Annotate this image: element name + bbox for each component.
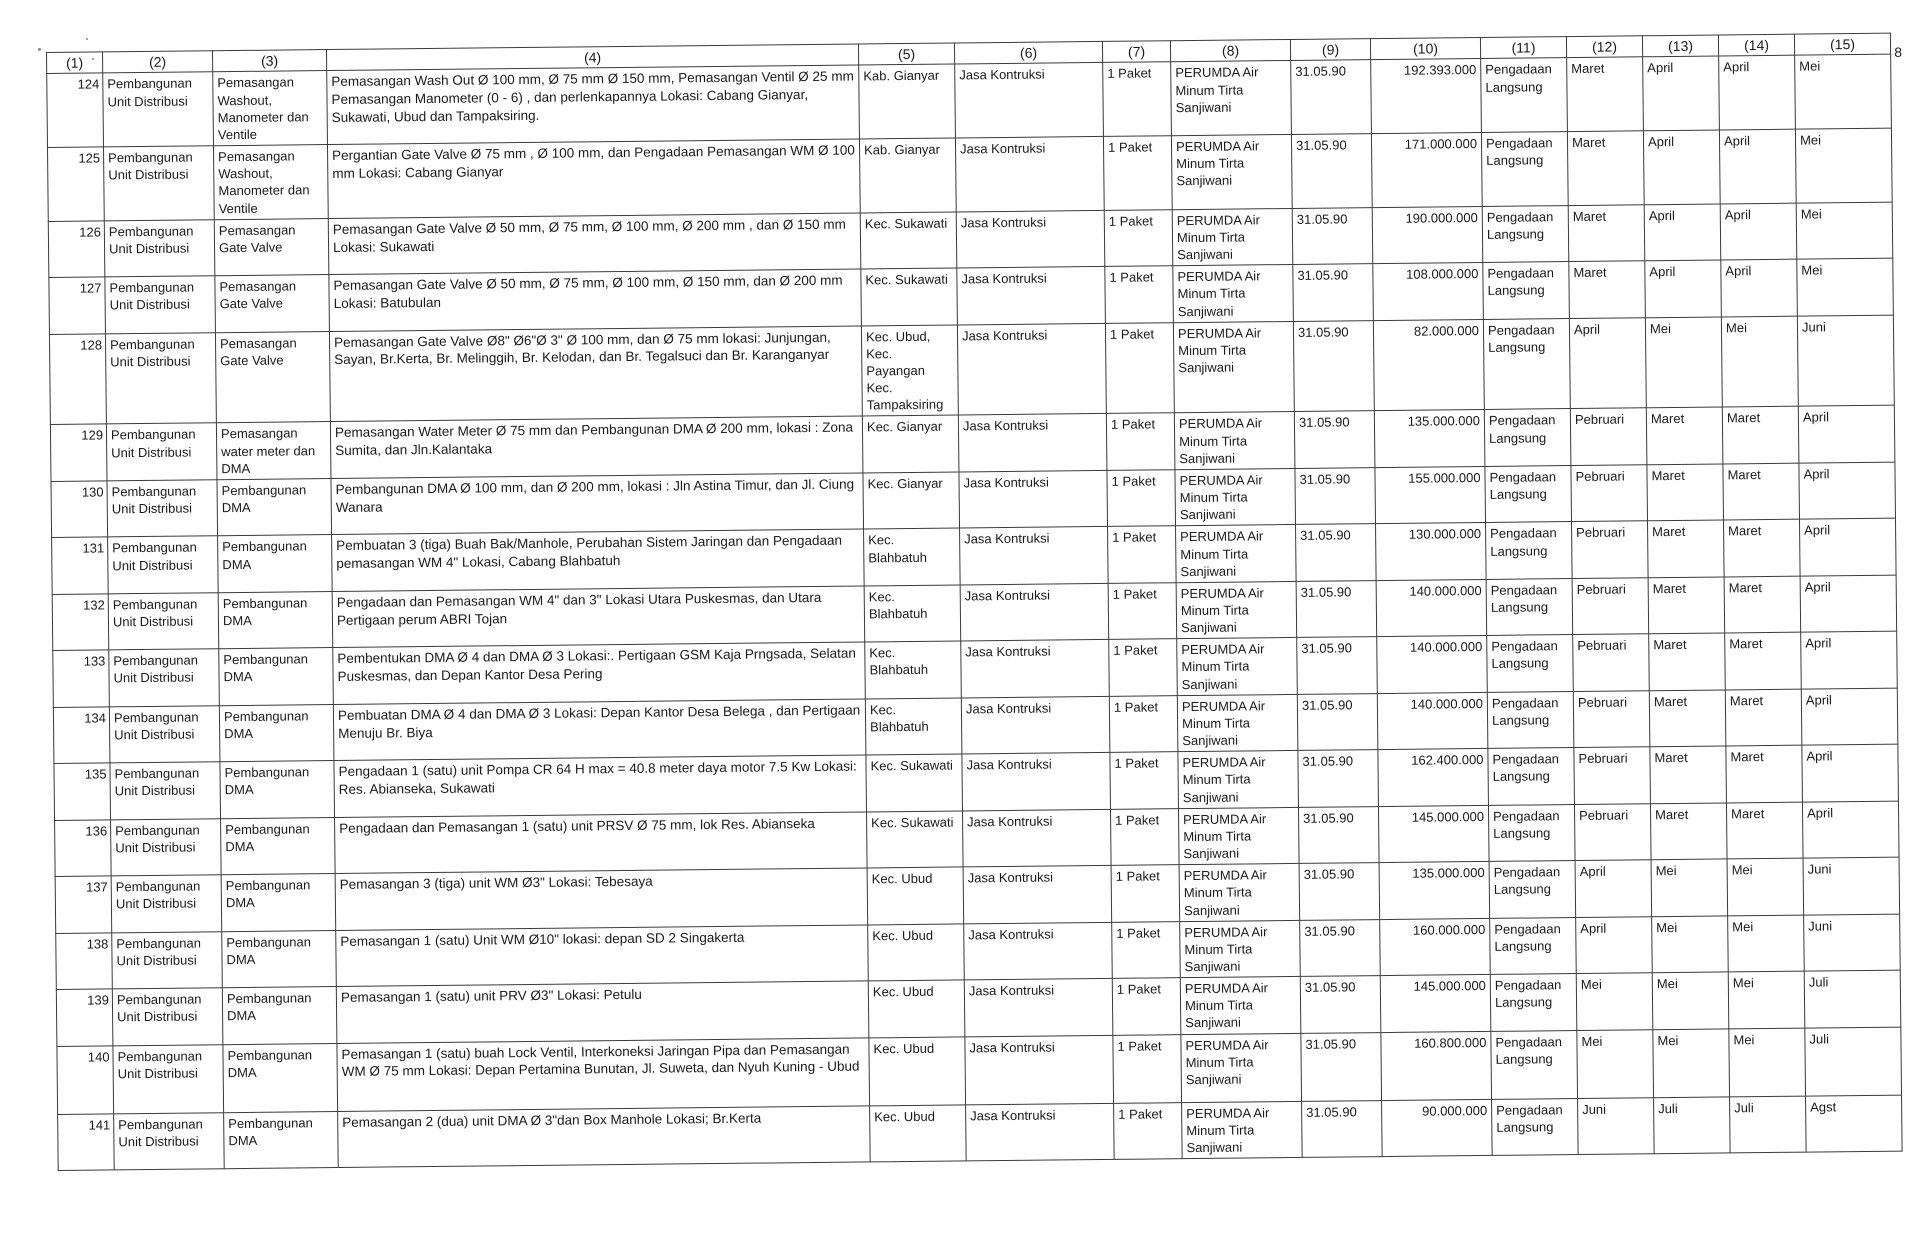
procurement-type-cell: Jasa Kontruksi bbox=[962, 809, 1111, 867]
description-cell: Pemasangan 1 (satu) buah Lock Ventil, Interkoneksi Jaringan Pipa dan Pemasangan WM Ø 75 mm Lokasi: Depan Pertamina Bunutan, Jl. Suweta, dan Nyuh Kuning - Ubud bbox=[337, 1038, 870, 1112]
fund-source-cell: PERUMDA Air Minum Tirta Sanjiwani bbox=[1182, 1101, 1303, 1159]
schedule-cell: Maret bbox=[1726, 745, 1803, 802]
schedule-cell: Maret bbox=[1567, 57, 1644, 131]
schedule-cell: Pebruari bbox=[1573, 634, 1650, 691]
location-cell: Kec. Ubud bbox=[870, 1105, 967, 1162]
row-number: 135 bbox=[54, 763, 111, 820]
column-header: (7) bbox=[1102, 41, 1170, 63]
activity-cell: Pembangunan DMA bbox=[222, 987, 337, 1045]
description-cell: Pengadaan dan Pemasangan WM 4" dan 3" Lokasi Utara Puskesmas, dan Utara Pertigaan perum ABRI Tojan bbox=[332, 586, 865, 648]
volume-cell: 1 Paket bbox=[1105, 266, 1174, 323]
activity-cell: Pemasangan water meter dan DMA bbox=[216, 422, 331, 480]
activity-cell: Pembangunan DMA bbox=[221, 874, 336, 932]
method-cell: Pengadaan Langsung bbox=[1486, 522, 1573, 579]
row-number: 136 bbox=[55, 820, 112, 877]
schedule-cell: Pebruari bbox=[1571, 465, 1648, 522]
method-cell: Pengadaan Langsung bbox=[1487, 691, 1574, 748]
row-number: 131 bbox=[52, 537, 109, 594]
schedule-cell: Juni bbox=[1803, 857, 1900, 914]
column-header: (10) bbox=[1370, 37, 1480, 60]
scan-speck bbox=[86, 38, 88, 40]
method-cell: Pengadaan Langsung bbox=[1481, 58, 1568, 133]
schedule-cell: Pebruari bbox=[1574, 803, 1651, 860]
schedule-cell: April bbox=[1800, 575, 1897, 632]
schedule-cell: April bbox=[1644, 204, 1721, 261]
procurement-type-cell: Jasa Kontruksi bbox=[961, 696, 1110, 754]
schedule-cell: Pebruari bbox=[1572, 521, 1649, 578]
row-number: 139 bbox=[56, 989, 113, 1046]
method-cell: Pengadaan Langsung bbox=[1490, 917, 1577, 974]
amount-cell: 171.000.000 bbox=[1371, 133, 1482, 208]
schedule-cell: Mei bbox=[1652, 916, 1729, 973]
procurement-type-cell: Jasa Kontruksi bbox=[963, 866, 1112, 924]
column-header: (13) bbox=[1642, 35, 1718, 57]
schedule-cell: Pebruari bbox=[1570, 408, 1647, 465]
program-cell: Pembangunan Unit Distribusi bbox=[112, 988, 223, 1046]
procurement-type-cell: Jasa Kontruksi bbox=[956, 210, 1105, 268]
schedule-cell: Mei bbox=[1795, 128, 1892, 203]
account-code-cell: 31.05.90 bbox=[1298, 750, 1379, 807]
program-cell: Pembangunan Unit Distribusi bbox=[103, 72, 214, 147]
activity-cell: Pembangunan DMA bbox=[221, 817, 336, 875]
procurement-type-cell: Jasa Kontruksi bbox=[966, 1103, 1115, 1161]
amount-cell: 140.000.000 bbox=[1377, 692, 1488, 750]
schedule-cell: Juli bbox=[1730, 1096, 1807, 1153]
account-code-cell: 31.05.90 bbox=[1298, 806, 1379, 863]
description-cell: Pembuatan 3 (tiga) Buah Bak/Manhole, Perubahan Sistem Jaringan dan Pengadaan pemasangan WM 4" Lokasi, Cabang Blahbatuh bbox=[332, 529, 865, 591]
row-number: 133 bbox=[53, 650, 110, 707]
fund-source-cell: PERUMDA Air Minum Tirta Sanjiwani bbox=[1178, 751, 1299, 809]
amount-cell: 145.000.000 bbox=[1378, 805, 1489, 863]
schedule-cell: Mei bbox=[1728, 971, 1805, 1028]
account-code-cell: 31.05.90 bbox=[1302, 1100, 1383, 1157]
amount-cell: 162.400.000 bbox=[1378, 749, 1489, 807]
description-cell: Pemasangan Water Meter Ø 75 mm dan Pembangunan DMA Ø 200 mm, lokasi : Zona Sumita, dan Jln.Kalantaka bbox=[330, 416, 863, 478]
volume-cell: 1 Paket bbox=[1109, 639, 1178, 696]
activity-cell: Pembangunan DMA bbox=[217, 478, 332, 536]
method-cell: Pengadaan Langsung bbox=[1484, 409, 1571, 466]
description-cell: Pemasangan Gate Valve Ø 50 mm, Ø 75 mm, Ø 100 mm, Ø 200 mm , dan Ø 150 mm Lokasi: Sukawati bbox=[328, 213, 861, 275]
amount-cell: 90.000.000 bbox=[1382, 1099, 1493, 1157]
schedule-cell: Agst bbox=[1806, 1095, 1903, 1152]
schedule-cell: Mei bbox=[1721, 316, 1798, 408]
program-cell: Pembangunan Unit Distribusi bbox=[110, 762, 221, 820]
method-cell: Pengadaan Langsung bbox=[1481, 132, 1568, 207]
row-number: 130 bbox=[51, 481, 108, 538]
method-cell: Pengadaan Langsung bbox=[1488, 804, 1575, 861]
procurement-type-cell: Jasa Kontruksi bbox=[955, 63, 1104, 138]
activity-cell: Pembangunan DMA bbox=[219, 704, 334, 762]
activity-cell: Pemasangan Gate Valve bbox=[214, 218, 329, 276]
procurement-type-cell: Jasa Kontruksi bbox=[962, 753, 1111, 811]
column-header: (4) bbox=[326, 44, 858, 71]
row-number: 126 bbox=[48, 221, 105, 278]
program-cell: Pembangunan Unit Distribusi bbox=[106, 423, 217, 481]
account-code-cell: 31.05.90 bbox=[1291, 134, 1372, 208]
program-cell: Pembangunan Unit Distribusi bbox=[113, 1044, 224, 1113]
amount-cell: 135.000.000 bbox=[1374, 410, 1485, 468]
column-header: (12) bbox=[1566, 36, 1642, 58]
volume-cell: 1 Paket bbox=[1106, 413, 1175, 470]
schedule-cell: April bbox=[1569, 317, 1646, 409]
account-code-cell: 31.05.90 bbox=[1297, 637, 1378, 694]
schedule-cell: Pebruari bbox=[1573, 691, 1650, 748]
description-cell: Pembangunan DMA Ø 100 mm, dan Ø 200 mm, lokasi : Jln Astina Timur, dan Jl. Ciung Wanara bbox=[331, 473, 864, 535]
schedule-cell: April bbox=[1575, 860, 1652, 917]
program-cell: Pembangunan Unit Distribusi bbox=[105, 332, 216, 424]
schedule-cell: Mei bbox=[1728, 915, 1805, 972]
amount-cell: 130.000.000 bbox=[1376, 523, 1487, 581]
volume-cell: 1 Paket bbox=[1105, 322, 1174, 413]
fund-source-cell: PERUMDA Air Minum Tirta Sanjiwani bbox=[1177, 694, 1298, 752]
schedule-cell: April bbox=[1645, 260, 1722, 317]
amount-cell: 160.000.000 bbox=[1380, 918, 1491, 976]
description-cell: Pergantian Gate Valve Ø 75 mm , Ø 100 mm, dan Pengadaan Pemasangan WM Ø 100 mm Lokasi: Cabang Gianyar bbox=[327, 139, 860, 218]
location-cell: Kec. Ubud bbox=[867, 867, 964, 924]
schedule-cell: Mei bbox=[1727, 858, 1804, 915]
fund-source-cell: PERUMDA Air Minum Tirta Sanjiwani bbox=[1175, 468, 1296, 526]
row-number: 140 bbox=[57, 1045, 114, 1114]
schedule-cell: April bbox=[1802, 801, 1899, 858]
location-cell: Kec. Ubud bbox=[868, 980, 965, 1037]
activity-cell: Pemasangan Gate Valve bbox=[215, 275, 330, 333]
program-cell: Pembangunan Unit Distribusi bbox=[114, 1112, 225, 1170]
activity-cell: Pemasangan Gate Valve bbox=[215, 331, 330, 423]
account-code-cell: 31.05.90 bbox=[1300, 976, 1381, 1033]
schedule-cell: Mei bbox=[1797, 258, 1894, 315]
amount-cell: 160.800.000 bbox=[1381, 1031, 1492, 1100]
method-cell: Pengadaan Langsung bbox=[1489, 861, 1576, 918]
schedule-cell: Maret bbox=[1649, 633, 1726, 690]
schedule-cell: April bbox=[1643, 56, 1720, 130]
location-cell: Kec. Ubud, Kec. Payangan Kec. Tampaksiring bbox=[861, 325, 958, 417]
activity-cell: Pembangunan DMA bbox=[223, 1043, 338, 1112]
schedule-cell: Pebruari bbox=[1572, 578, 1649, 635]
fund-source-cell: PERUMDA Air Minum Tirta Sanjiwani bbox=[1174, 412, 1295, 470]
schedule-cell: Maret bbox=[1650, 746, 1727, 803]
volume-cell: 1 Paket bbox=[1114, 1102, 1183, 1159]
program-cell: Pembangunan Unit Distribusi bbox=[107, 480, 218, 538]
method-cell: Pengadaan Langsung bbox=[1492, 1098, 1579, 1155]
program-cell: Pembangunan Unit Distribusi bbox=[109, 706, 220, 764]
description-cell: Pengadaan dan Pemasangan 1 (satu) unit PRSV Ø 75 mm, lok Res. Abianseka bbox=[335, 812, 868, 874]
schedule-cell: Mei bbox=[1577, 1029, 1654, 1098]
procurement-type-cell: Jasa Kontruksi bbox=[964, 979, 1113, 1037]
row-number: 134 bbox=[53, 707, 110, 764]
volume-cell: 1 Paket bbox=[1111, 865, 1180, 922]
schedule-cell: Maret bbox=[1723, 463, 1800, 520]
activity-cell: Pembangunan DMA bbox=[219, 648, 334, 706]
schedule-cell: April bbox=[1798, 406, 1895, 463]
schedule-cell: April bbox=[1799, 519, 1896, 576]
description-cell: Pemasangan 2 (dua) unit DMA Ø 3"dan Box Manhole Lokasi; Br.Kerta bbox=[338, 1106, 871, 1168]
schedule-cell: Mei bbox=[1795, 55, 1892, 130]
schedule-cell: April bbox=[1799, 462, 1896, 519]
column-header: (2) bbox=[103, 51, 213, 74]
procurement-type-cell: Jasa Kontruksi bbox=[961, 640, 1110, 698]
location-cell: Kec. Sukawati bbox=[860, 212, 957, 269]
account-code-cell: 31.05.90 bbox=[1299, 863, 1380, 920]
schedule-cell: Juli bbox=[1804, 970, 1901, 1027]
activity-cell: Pembangunan DMA bbox=[218, 535, 333, 593]
description-cell: Pembuatan DMA Ø 4 dan DMA Ø 3 Lokasi: Depan Kantor Desa Belega , dan Pertigaan Menuju Br. Biya bbox=[333, 699, 866, 761]
column-header: (5) bbox=[858, 43, 954, 65]
description-cell: Pemasangan 3 (tiga) unit WM Ø3" Lokasi: Tebesaya bbox=[335, 868, 868, 930]
fund-source-cell: PERUMDA Air Minum Tirta Sanjiwani bbox=[1180, 920, 1301, 978]
fund-source-cell: PERUMDA Air Minum Tirta Sanjiwani bbox=[1176, 581, 1297, 639]
schedule-cell: Maret bbox=[1725, 632, 1802, 689]
activity-cell: Pembangunan DMA bbox=[220, 761, 335, 819]
method-cell: Pengadaan Langsung bbox=[1483, 262, 1570, 319]
activity-cell: Pembangunan DMA bbox=[218, 591, 333, 649]
row-number: 124 bbox=[47, 73, 104, 147]
account-code-cell: 31.05.90 bbox=[1300, 919, 1381, 976]
amount-cell: 108.000.000 bbox=[1373, 263, 1484, 321]
account-code-cell: 31.05.90 bbox=[1296, 524, 1377, 581]
activity-cell: Pembangunan DMA bbox=[224, 1111, 339, 1169]
method-cell: Pengadaan Langsung bbox=[1482, 205, 1569, 262]
program-cell: Pembangunan Unit Distribusi bbox=[108, 536, 219, 594]
description-cell: Pemasangan 1 (satu) Unit WM Ø10" lokasi: depan SD 2 Singakerta bbox=[336, 925, 869, 987]
location-cell: Kab. Gianyar bbox=[859, 138, 956, 213]
location-cell: Kec. Gianyar bbox=[862, 415, 959, 472]
procurement-type-cell: Jasa Kontruksi bbox=[960, 527, 1109, 585]
location-cell: Kec. Ubud bbox=[868, 924, 965, 981]
procurement-type-cell: Jasa Kontruksi bbox=[965, 1035, 1114, 1105]
program-cell: Pembangunan Unit Distribusi bbox=[108, 593, 219, 651]
schedule-cell: April bbox=[1801, 631, 1898, 688]
volume-cell: 1 Paket bbox=[1113, 1034, 1182, 1103]
column-header: (15) bbox=[1794, 33, 1890, 55]
column-header: (14) bbox=[1718, 34, 1794, 56]
program-cell: Pembangunan Unit Distribusi bbox=[111, 818, 222, 876]
activity-cell: Pemasangan Washout, Manometer dan Ventile bbox=[213, 145, 328, 220]
fund-source-cell: PERUMDA Air Minum Tirta Sanjiwani bbox=[1181, 1033, 1302, 1102]
row-number: 128 bbox=[49, 334, 106, 425]
volume-cell: 1 Paket bbox=[1104, 209, 1173, 266]
description-cell: Pemasangan Wash Out Ø 100 mm, Ø 75 mm Ø 150 mm, Pemasangan Ventil Ø 25 mm Pemasangan Manometer (0 - 6) , dan perlenkapannya Lokasi: Cabang Gianyar, Sukawati, Ubud dan Tampaksiring. bbox=[327, 65, 860, 144]
activity-cell: Pembangunan DMA bbox=[222, 930, 337, 988]
schedule-cell: Maret bbox=[1569, 261, 1646, 318]
schedule-cell: Maret bbox=[1650, 803, 1727, 860]
location-cell: Kec. Blahbatuh bbox=[865, 698, 962, 755]
schedule-cell: Maret bbox=[1726, 802, 1803, 859]
schedule-cell: Mei bbox=[1653, 1029, 1730, 1098]
method-cell: Pengadaan Langsung bbox=[1486, 578, 1573, 635]
amount-cell: 140.000.000 bbox=[1376, 579, 1487, 637]
procurement-type-cell: Jasa Kontruksi bbox=[960, 583, 1109, 641]
amount-cell: 140.000.000 bbox=[1377, 636, 1488, 694]
row-number: 129 bbox=[50, 424, 107, 481]
procurement-type-cell: Jasa Kontruksi bbox=[957, 323, 1106, 415]
volume-cell: 1 Paket bbox=[1112, 921, 1181, 978]
volume-cell: 1 Paket bbox=[1103, 62, 1172, 136]
method-cell: Pengadaan Langsung bbox=[1491, 1030, 1578, 1099]
volume-cell: 1 Paket bbox=[1107, 470, 1176, 527]
program-cell: Pembangunan Unit Distribusi bbox=[103, 146, 214, 221]
row-number: 127 bbox=[49, 277, 106, 334]
program-cell: Pembangunan Unit Distribusi bbox=[105, 276, 216, 334]
schedule-cell: Mei bbox=[1729, 1028, 1806, 1097]
schedule-cell: Juli bbox=[1805, 1027, 1902, 1096]
row-number: 137 bbox=[55, 876, 112, 933]
schedule-cell: April bbox=[1643, 130, 1720, 204]
method-cell: Pengadaan Langsung bbox=[1487, 635, 1574, 692]
column-header: (9) bbox=[1290, 39, 1370, 61]
activity-cell: Pemasangan Washout, Manometer dan Ventile bbox=[213, 71, 328, 146]
location-cell: Kec. Ubud bbox=[869, 1037, 966, 1106]
column-header: (1) bbox=[47, 52, 103, 74]
volume-cell: 1 Paket bbox=[1108, 583, 1177, 640]
location-cell: Kec. Blahbatuh bbox=[865, 641, 962, 698]
schedule-cell: Maret bbox=[1568, 204, 1645, 261]
account-code-cell: 31.05.90 bbox=[1291, 60, 1372, 134]
fund-source-cell: PERUMDA Air Minum Tirta Sanjiwani bbox=[1172, 208, 1293, 266]
row-number: 132 bbox=[52, 594, 109, 651]
column-header: (8) bbox=[1170, 39, 1290, 62]
location-cell: Kec. Gianyar bbox=[863, 472, 960, 529]
location-cell: Kec. Sukawati bbox=[866, 754, 963, 811]
procurement-type-cell: Jasa Kontruksi bbox=[958, 414, 1107, 472]
description-cell: Pengadaan 1 (satu) unit Pompa CR 64 H max = 40.8 meter daya motor 7.5 Kw Lokasi: Res. Abianseka, Sukawati bbox=[334, 755, 867, 817]
schedule-cell: Juni bbox=[1578, 1097, 1655, 1154]
fund-source-cell: PERUMDA Air Minum Tirta Sanjiwani bbox=[1180, 977, 1301, 1035]
schedule-cell: Maret bbox=[1649, 690, 1726, 747]
column-header: (3) bbox=[212, 50, 326, 73]
account-code-cell: 31.05.90 bbox=[1292, 207, 1373, 264]
amount-cell: 190.000.000 bbox=[1372, 206, 1483, 264]
fund-source-cell: PERUMDA Air Minum Tirta Sanjiwani bbox=[1171, 61, 1292, 136]
amount-cell: 155.000.000 bbox=[1375, 466, 1486, 524]
row-number: 125 bbox=[48, 147, 105, 221]
volume-cell: 1 Paket bbox=[1108, 526, 1177, 583]
schedule-cell: Maret bbox=[1724, 576, 1801, 633]
schedule-cell: Pebruari bbox=[1574, 747, 1651, 804]
fund-source-cell: PERUMDA Air Minum Tirta Sanjiwani bbox=[1179, 864, 1300, 922]
fund-source-cell: PERUMDA Air Minum Tirta Sanjiwani bbox=[1176, 525, 1297, 583]
volume-cell: 1 Paket bbox=[1110, 752, 1179, 809]
amount-cell: 82.000.000 bbox=[1373, 319, 1484, 411]
program-cell: Pembangunan Unit Distribusi bbox=[112, 931, 223, 989]
fund-source-cell: PERUMDA Air Minum Tirta Sanjiwani bbox=[1171, 135, 1292, 210]
column-header: (11) bbox=[1480, 37, 1566, 59]
account-code-cell: 31.05.90 bbox=[1293, 320, 1374, 412]
fund-source-cell: PERUMDA Air Minum Tirta Sanjiwani bbox=[1178, 807, 1299, 865]
method-cell: Pengadaan Langsung bbox=[1483, 318, 1570, 410]
method-cell: Pengadaan Langsung bbox=[1485, 465, 1572, 522]
schedule-cell: Maret bbox=[1648, 520, 1725, 577]
procurement-table bbox=[46, 33, 1903, 1171]
schedule-cell: Maret bbox=[1646, 407, 1723, 464]
procurement-type-cell: Jasa Kontruksi bbox=[964, 922, 1113, 980]
row-number: 138 bbox=[56, 933, 113, 990]
amount-cell: 145.000.000 bbox=[1380, 975, 1491, 1033]
program-cell: Pembangunan Unit Distribusi bbox=[109, 649, 220, 707]
volume-cell: 1 Paket bbox=[1103, 136, 1172, 210]
scan-speck bbox=[38, 48, 41, 51]
location-cell: Kec. Sukawati bbox=[861, 268, 958, 325]
page-number: 8 bbox=[1894, 44, 1902, 60]
schedule-cell: Maret bbox=[1722, 407, 1799, 464]
account-code-cell: 31.05.90 bbox=[1295, 468, 1376, 525]
account-code-cell: 31.05.90 bbox=[1293, 264, 1374, 321]
description-cell: Pemasangan Gate Valve Ø 50 mm, Ø 75 mm, Ø 100 mm, Ø 150 mm, dan Ø 200 mm Lokasi: Batubulan bbox=[329, 269, 862, 331]
table-body bbox=[47, 55, 1902, 1171]
schedule-cell: Maret bbox=[1723, 520, 1800, 577]
fund-source-cell: PERUMDA Air Minum Tirta Sanjiwani bbox=[1173, 265, 1294, 323]
amount-cell: 192.393.000 bbox=[1371, 59, 1482, 134]
schedule-cell: Maret bbox=[1647, 464, 1724, 521]
description-cell: Pembentukan DMA Ø 4 dan DMA Ø 3 Lokasi:. Pertigaan GSM Kaja Prngsada, Selatan Puskesmas, dan Depan Kantor Desa Pering bbox=[333, 642, 866, 704]
schedule-cell: Maret bbox=[1725, 689, 1802, 746]
schedule-cell: April bbox=[1720, 203, 1797, 260]
scanned-sheet bbox=[46, 33, 1903, 1171]
volume-cell: 1 Paket bbox=[1110, 808, 1179, 865]
description-cell: Pemasangan 1 (satu) unit PRV Ø3" Lokasi: Petulu bbox=[336, 981, 869, 1043]
location-cell: Kec. Blahbatuh bbox=[864, 528, 961, 585]
volume-cell: 1 Paket bbox=[1109, 695, 1178, 752]
procurement-type-cell: Jasa Kontruksi bbox=[955, 137, 1104, 212]
location-cell: Kab. Gianyar bbox=[859, 64, 956, 139]
account-code-cell: 31.05.90 bbox=[1297, 693, 1378, 750]
location-cell: Kec. Blahbatuh bbox=[864, 585, 961, 642]
amount-cell: 135.000.000 bbox=[1379, 862, 1490, 920]
schedule-cell: Mei bbox=[1652, 972, 1729, 1029]
schedule-cell: Juni bbox=[1797, 315, 1894, 407]
row-number: 141 bbox=[58, 1113, 115, 1170]
schedule-cell: Maret bbox=[1648, 577, 1725, 634]
procurement-type-cell: Jasa Kontruksi bbox=[959, 470, 1108, 528]
schedule-cell: Mei bbox=[1651, 859, 1728, 916]
account-code-cell: 31.05.90 bbox=[1294, 411, 1375, 468]
schedule-cell: April bbox=[1719, 129, 1796, 203]
program-cell: Pembangunan Unit Distribusi bbox=[111, 875, 222, 933]
column-header: (6) bbox=[954, 41, 1102, 64]
schedule-cell: Mei bbox=[1796, 202, 1893, 259]
location-cell: Kec. Sukawati bbox=[867, 811, 964, 868]
fund-source-cell: PERUMDA Air Minum Tirta Sanjiwani bbox=[1177, 638, 1298, 696]
description-cell: Pemasangan Gate Valve Ø8" Ø6"Ø 3" Ø 100 mm, dan Ø 75 mm lokasi: Junjungan, Sayan, Br.Kerta, Br. Melinggih, Br. Kelodan, dan Br. Tegalsuci dan Br. Karanganyar bbox=[329, 326, 862, 422]
fund-source-cell: PERUMDA Air Minum Tirta Sanjiwani bbox=[1173, 321, 1294, 413]
program-cell: Pembangunan Unit Distribusi bbox=[104, 219, 215, 277]
account-code-cell: 31.05.90 bbox=[1301, 1032, 1382, 1101]
schedule-cell: April bbox=[1719, 56, 1796, 130]
schedule-cell: Mei bbox=[1645, 317, 1722, 409]
method-cell: Pengadaan Langsung bbox=[1490, 974, 1577, 1031]
schedule-cell: April bbox=[1802, 744, 1899, 801]
volume-cell: 1 Paket bbox=[1112, 978, 1181, 1035]
schedule-cell: April bbox=[1801, 688, 1898, 745]
method-cell: Pengadaan Langsung bbox=[1488, 748, 1575, 805]
schedule-cell: April bbox=[1576, 916, 1653, 973]
account-code-cell: 31.05.90 bbox=[1296, 580, 1377, 637]
schedule-cell: Maret bbox=[1567, 131, 1644, 205]
schedule-cell: Mei bbox=[1576, 973, 1653, 1030]
schedule-cell: Juni bbox=[1804, 914, 1901, 971]
schedule-cell: April bbox=[1721, 259, 1798, 316]
schedule-cell: Juli bbox=[1654, 1097, 1731, 1154]
procurement-type-cell: Jasa Kontruksi bbox=[957, 267, 1106, 325]
